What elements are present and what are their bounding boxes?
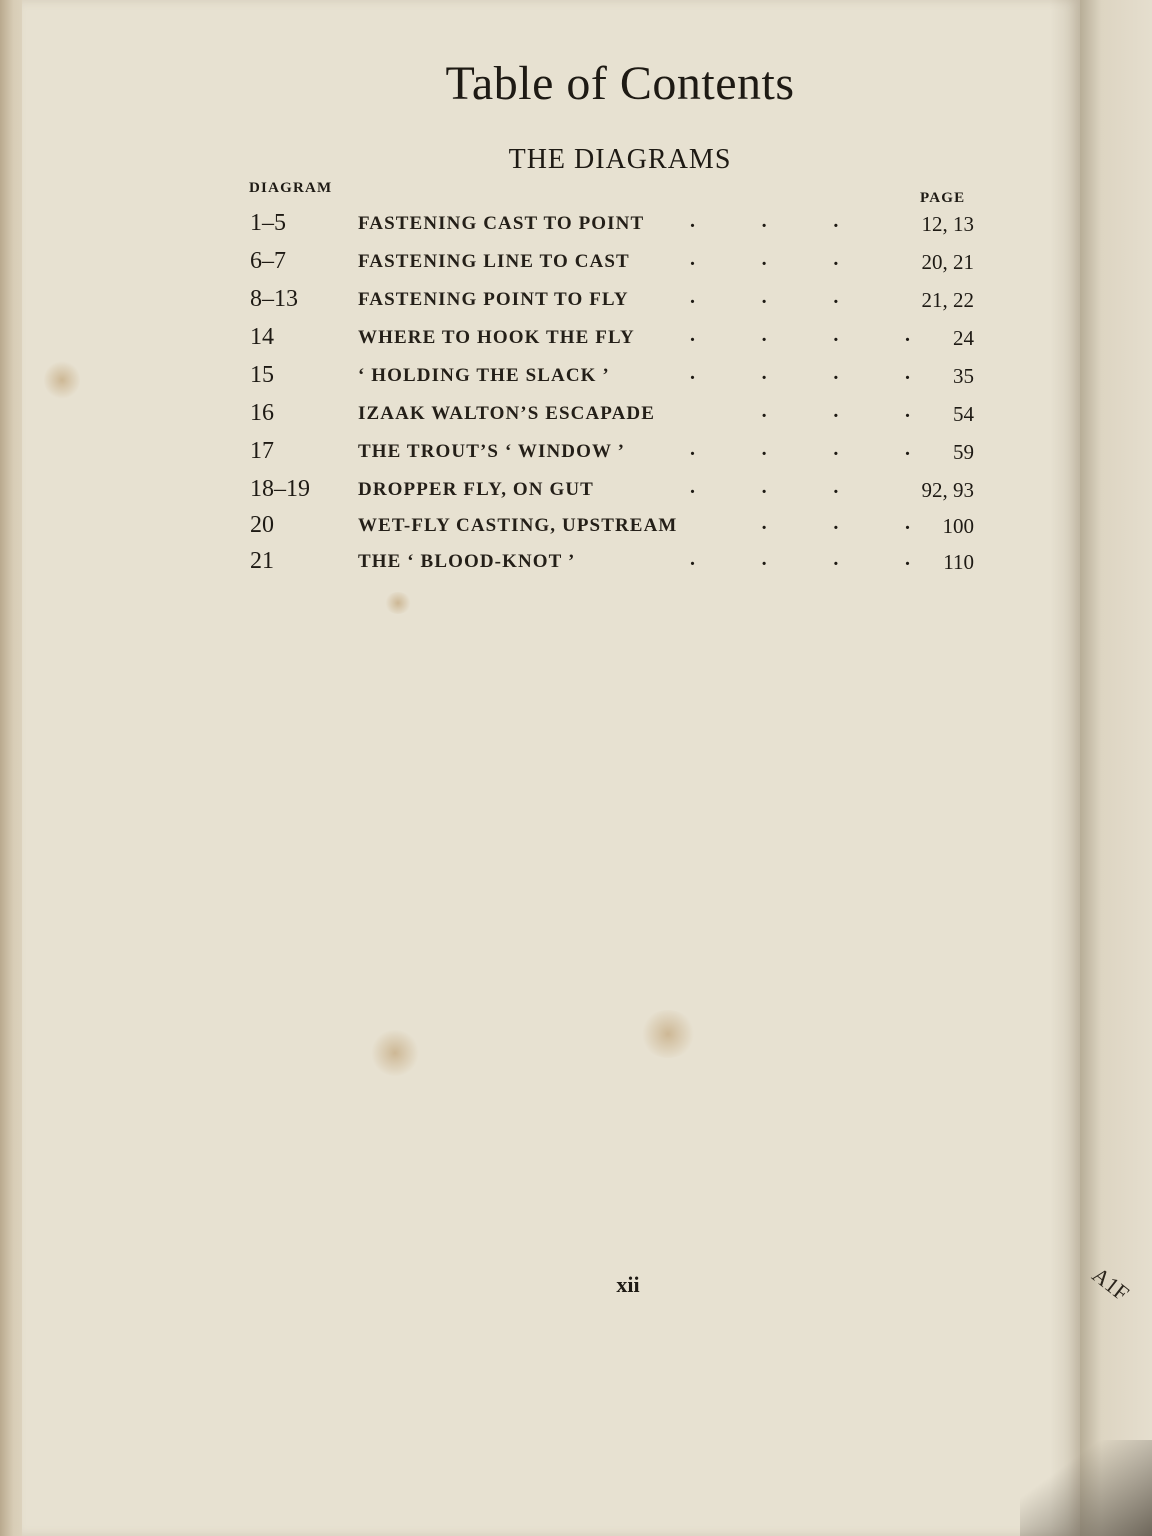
diagram-column-header: DIAGRAM <box>249 180 333 196</box>
entry-title: ‘ HOLDING THE SLACK ’ <box>358 365 610 386</box>
entry-title: THE ‘ BLOOD-KNOT ’ <box>358 551 576 572</box>
diagram-number: 17 <box>250 438 274 464</box>
entry-title: WHERE TO HOOK THE FLY <box>358 327 635 348</box>
toc-entry <box>250 400 980 432</box>
foxing-spot <box>640 1010 696 1058</box>
leader-dots: . . . <box>690 476 839 498</box>
diagram-number: 14 <box>250 324 274 350</box>
page-number: 35 <box>953 364 974 388</box>
toc-entry <box>250 362 980 394</box>
toc-entry <box>250 476 980 508</box>
entry-title: THE TROUT’S ‘ WINDOW ’ <box>358 441 626 462</box>
page-number: 92, 93 <box>921 478 974 502</box>
foxing-spot <box>370 1030 420 1076</box>
leader-dots: . . . . <box>690 548 910 570</box>
diagram-number: 20 <box>250 512 274 538</box>
gutter-shadow <box>1050 0 1084 1536</box>
section-title: THE DIAGRAMS <box>508 144 732 175</box>
signature-mark: A1F <box>1087 1262 1134 1306</box>
entry-title: IZAAK WALTON’S ESCAPADE <box>358 403 656 424</box>
page-number: 54 <box>953 402 974 426</box>
page-number: 59 <box>953 440 974 464</box>
page-corner-shadow <box>1020 1440 1152 1536</box>
entry-title: DROPPER FLY, ON GUT <box>358 479 594 500</box>
foxing-spot <box>384 592 412 614</box>
diagram-number: 16 <box>250 400 274 426</box>
page-number: 100 <box>942 514 974 538</box>
leader-dots: . . . <box>761 512 910 534</box>
page-title: Table of Contents <box>445 57 795 110</box>
toc-entry <box>250 324 980 356</box>
diagram-number: 18–19 <box>250 476 310 502</box>
toc-entry <box>250 548 980 580</box>
leader-dots: . . . <box>690 286 839 308</box>
toc-entry <box>250 286 980 318</box>
page-number: 12, 13 <box>921 212 974 236</box>
toc-entry <box>250 438 980 470</box>
folio: xii <box>616 1272 640 1297</box>
diagram-number: 8–13 <box>250 286 298 312</box>
page-number: 24 <box>953 326 974 350</box>
toc-entry <box>250 248 980 280</box>
leader-dots: . . . <box>761 400 910 422</box>
leader-dots: . . . <box>690 248 839 270</box>
entry-title: FASTENING POINT TO FLY <box>358 289 629 310</box>
leader-dots: . . . . <box>690 324 910 346</box>
entry-title: WET-FLY CASTING, UPSTREAM <box>358 515 678 536</box>
entry-title: FASTENING CAST TO POINT <box>358 213 645 234</box>
toc-entry <box>250 210 980 242</box>
diagram-number: 1–5 <box>250 210 286 236</box>
page-number: 21, 22 <box>921 288 974 312</box>
entry-title: FASTENING LINE TO CAST <box>358 251 630 272</box>
page-column-header: PAGE <box>920 190 966 206</box>
page-number: 20, 21 <box>921 250 974 274</box>
leader-dots: . . . . <box>690 362 910 384</box>
toc-entry <box>250 512 980 544</box>
leader-dots: . . . <box>690 210 839 232</box>
diagram-number: 21 <box>250 548 274 574</box>
diagram-number: 6–7 <box>250 248 286 274</box>
foxing-spot <box>44 360 80 400</box>
page-number: 110 <box>943 550 974 574</box>
leader-dots: . . . . <box>690 438 910 460</box>
diagram-number: 15 <box>250 362 274 388</box>
